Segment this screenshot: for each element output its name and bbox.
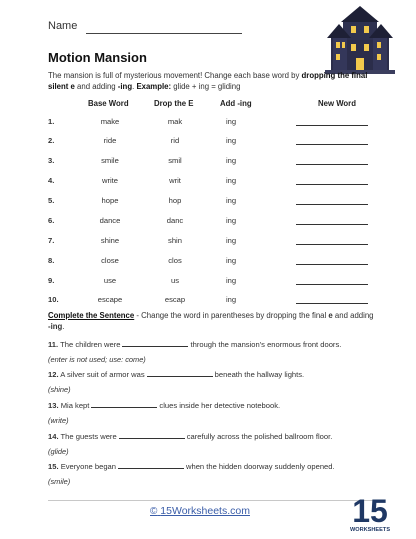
answer-line[interactable] <box>147 369 213 377</box>
suffix: ing <box>226 176 237 185</box>
svg-text:WORKSHEETS: WORKSHEETS <box>350 527 390 533</box>
base-word: smile <box>101 156 119 165</box>
row-number: 6. <box>48 216 55 225</box>
row-number: 8. <box>48 256 55 265</box>
dropped-word: mak <box>167 117 183 126</box>
instructions: The mansion is full of mysterious movement! Change each base word by dropping the final silent e and adding -ing. Example: glide + ing = gliding <box>48 71 368 91</box>
answer-line[interactable] <box>296 184 368 185</box>
table-row <box>0 216 416 230</box>
table-row <box>0 176 416 190</box>
dropped-word: hop <box>168 196 182 205</box>
suffix: ing <box>226 117 237 126</box>
answer-line[interactable] <box>119 431 185 439</box>
suffix: ing <box>226 236 237 245</box>
answer-line[interactable] <box>296 264 368 265</box>
table-row <box>0 136 416 150</box>
table-row <box>0 117 416 131</box>
name-label: Name <box>48 20 78 32</box>
base-word: make <box>100 117 120 126</box>
row-number: 4. <box>48 176 55 185</box>
dropped-word: escap <box>164 295 186 304</box>
table-row <box>0 256 416 270</box>
sentence-13: 13. Mia kept clues inside her detective notebook. <box>48 401 281 410</box>
sentence-12: 12. A silver suit of armor was beneath the hallway lights. <box>48 370 305 379</box>
dropped-word: writ <box>169 176 181 185</box>
footer-link[interactable] <box>150 505 250 517</box>
answer-line[interactable] <box>296 224 368 225</box>
row-number: 7. <box>48 236 55 245</box>
base-word: ride <box>103 136 117 145</box>
hint: (write) <box>48 416 69 425</box>
header-new-word: New Word <box>318 99 356 108</box>
answer-line[interactable] <box>296 164 368 165</box>
dropped-word: smil <box>168 156 182 165</box>
header-drop-e: Drop the E <box>154 99 194 108</box>
base-word: dance <box>99 216 121 225</box>
hint: (shine) <box>48 385 71 394</box>
table-row <box>0 236 416 250</box>
answer-line[interactable] <box>296 284 368 285</box>
hint: (glide) <box>48 447 69 456</box>
row-number: 5. <box>48 196 55 205</box>
base-word: write <box>101 176 119 185</box>
footer-divider <box>48 500 380 501</box>
suffix: ing <box>226 276 237 285</box>
suffix: ing <box>226 136 237 145</box>
hint: (enter is not used; use: come) <box>48 355 146 364</box>
15worksheets-logo <box>350 488 390 534</box>
suffix: ing <box>226 196 237 205</box>
base-word: escape <box>97 295 123 304</box>
svg-text:15: 15 <box>352 493 388 529</box>
answer-line[interactable] <box>118 461 184 469</box>
answer-line[interactable] <box>296 204 368 205</box>
dropped-word: clos <box>168 256 182 265</box>
row-number: 2. <box>48 136 55 145</box>
row-number: 3. <box>48 156 55 165</box>
dropped-word: us <box>170 276 180 285</box>
sentence-11: 11. The children were through the mansion's enormous front doors. <box>48 340 342 349</box>
answer-line[interactable] <box>296 244 368 245</box>
name-input-line[interactable] <box>86 33 242 34</box>
header-base-word: Base Word <box>88 99 129 108</box>
table-row <box>0 276 416 290</box>
haunted-mansion-illustration <box>325 6 395 74</box>
suffix: ing <box>226 216 237 225</box>
suffix: ing <box>226 156 237 165</box>
section-instructions: Complete the Sentence - Change the word in parentheses by dropping the final e and adding -ing. <box>48 311 374 331</box>
suffix: ing <box>226 256 237 265</box>
copyright-icon: © <box>150 506 158 517</box>
suffix: ing <box>226 295 237 304</box>
dropped-word: shin <box>168 236 182 245</box>
table-row <box>0 196 416 210</box>
answer-line[interactable] <box>296 144 368 145</box>
header-add-ing: Add -ing <box>220 99 252 108</box>
worksheet-title: Motion Mansion <box>48 50 147 65</box>
table-row <box>0 156 416 170</box>
base-word: hope <box>101 196 119 205</box>
dropped-word: danc <box>166 216 184 225</box>
footer-text: 15Worksheets.com <box>160 505 250 517</box>
row-number: 1. <box>48 117 55 126</box>
sentence-14: 14. The guests were carefully across the polished ballroom floor. <box>48 432 333 441</box>
answer-line[interactable] <box>296 303 368 304</box>
row-number: 9. <box>48 276 55 285</box>
sentence-15: 15. Everyone began when the hidden doorway suddenly opened. <box>48 462 335 471</box>
base-word: shine <box>100 236 120 245</box>
table-row <box>0 295 416 309</box>
dropped-word: rid <box>170 136 180 145</box>
hint: (smile) <box>48 477 71 486</box>
row-number: 10. <box>48 295 59 304</box>
base-word: use <box>103 276 117 285</box>
answer-line[interactable] <box>122 339 188 347</box>
base-word: close <box>101 256 119 265</box>
answer-line[interactable] <box>296 125 368 126</box>
answer-line[interactable] <box>91 400 157 408</box>
